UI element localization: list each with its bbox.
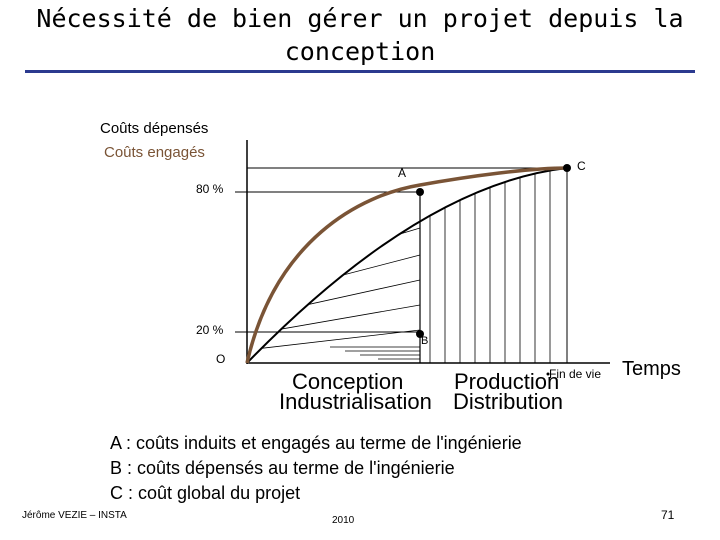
legend-a: A : coûts induits et engagés au terme de l'ingénierie bbox=[110, 433, 522, 453]
y-label-committed: Coûts engagés bbox=[104, 144, 205, 161]
end-of-life-label: Fin de vie bbox=[549, 367, 602, 381]
phase-distribution: Distribution bbox=[453, 389, 564, 414]
point-a-marker bbox=[416, 188, 424, 196]
page-number: 71 bbox=[661, 508, 675, 522]
footer-author: Jérôme VEZIE – INSTA bbox=[22, 510, 127, 521]
point-c-marker bbox=[563, 164, 571, 172]
y-label-spent: Coûts dépensés bbox=[100, 120, 209, 137]
point-b-label: B bbox=[421, 335, 429, 347]
phase-industrialisation: Industrialisation bbox=[279, 389, 432, 414]
spent-costs-curve bbox=[247, 168, 567, 363]
legend-b: B : coûts dépensés au terme de l'ingénierie bbox=[110, 458, 455, 478]
footer-year: 2010 bbox=[332, 515, 355, 526]
point-c-label: C bbox=[577, 159, 586, 173]
legend-c: C : coût global du projet bbox=[110, 483, 301, 503]
level-80-label: 80 % bbox=[196, 182, 224, 196]
committed-costs-curve bbox=[247, 168, 567, 363]
hatch-near-b bbox=[330, 347, 420, 359]
point-a-label: A bbox=[398, 166, 407, 180]
x-axis-label: Temps bbox=[622, 358, 681, 380]
phase-conception: Conception bbox=[292, 369, 404, 394]
origin-label: O bbox=[216, 352, 226, 366]
phase-production: Production bbox=[454, 369, 560, 394]
slide-title: Nécessité de bien gérer un projet depuis la conception bbox=[36, 4, 684, 66]
level-20-label: 20 % bbox=[196, 323, 224, 337]
